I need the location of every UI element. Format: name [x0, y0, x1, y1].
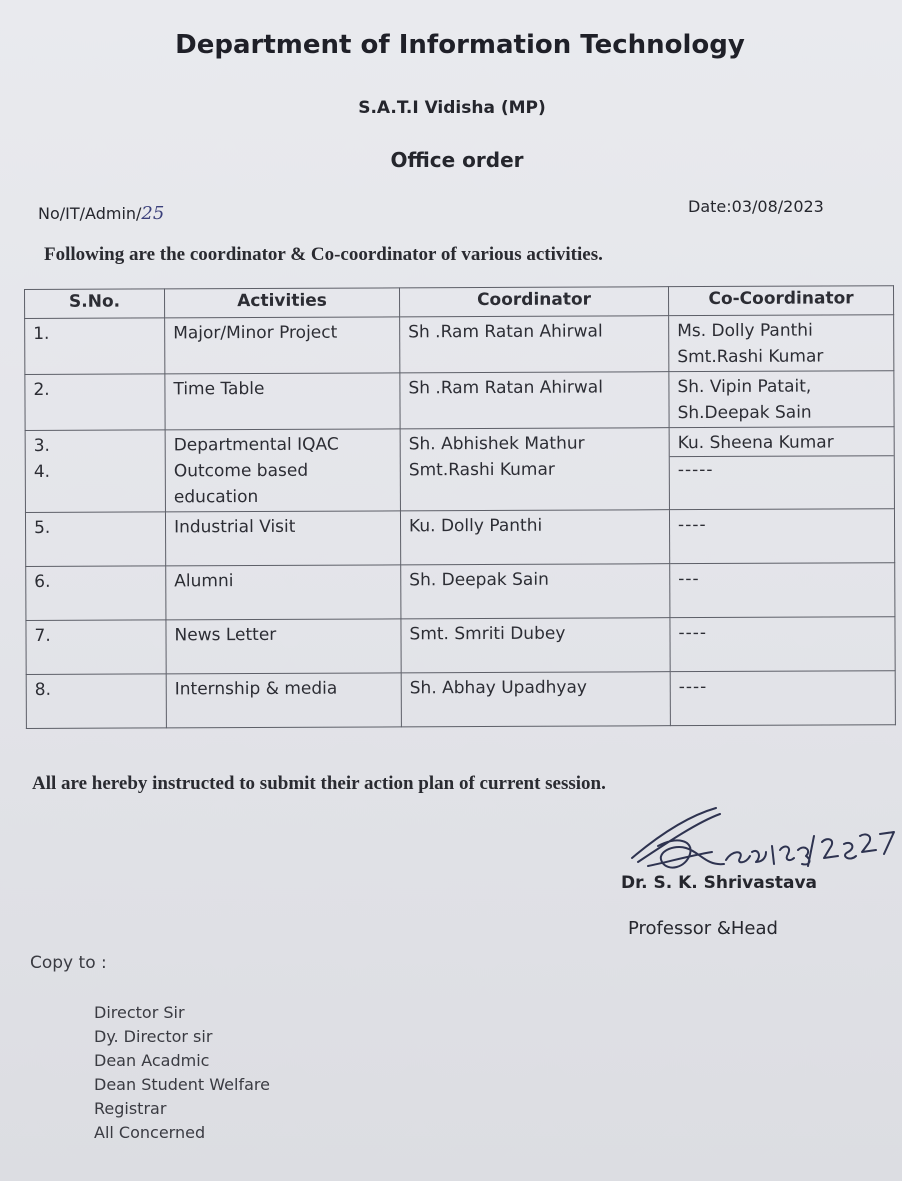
- co-coordinator-line: Sh. Vipin Patait,: [677, 376, 812, 398]
- copy-recipient: All Concerned: [94, 1123, 206, 1142]
- activity-line: Major/Minor Project: [173, 322, 338, 344]
- column-header-coordinator: Coordinator: [399, 287, 668, 317]
- activity-line: Time Table: [173, 378, 265, 400]
- copy-recipient: Dy. Director sir: [94, 1027, 213, 1046]
- sno-cell: 8.: [26, 674, 166, 729]
- copy-recipient: Director Sir: [94, 1003, 185, 1022]
- coordinator-line: Sh. Abhishek Mathur: [408, 433, 585, 455]
- department-title: Department of Information Technology: [175, 30, 745, 60]
- co-coordinator-cell: [669, 371, 894, 428]
- column-header-co-coordinator: Co-Coordinator: [668, 286, 893, 316]
- coordinator-cell: Ku. Dolly Panthi: [400, 510, 669, 565]
- closing-instruction: All are hereby instructed to submit their action plan of current session.: [32, 773, 606, 794]
- activity-line: Industrial Visit: [173, 516, 296, 538]
- table-row: [25, 315, 894, 375]
- copy-recipient: Dean Student Welfare: [94, 1075, 270, 1094]
- co-coordinator-line: Sh.Deepak Sain: [677, 402, 812, 424]
- column-header-sno: S.No.: [25, 289, 165, 319]
- activity-line: education: [173, 486, 259, 508]
- reference-number: [38, 203, 164, 224]
- co-coordinator-cell: ----: [670, 671, 895, 726]
- coordinator-cell: Sh. Abhay Upadhyay: [401, 672, 670, 727]
- table-header-row: [25, 286, 894, 319]
- coordinator-cell: Sh .Ram Ratan Ahirwal: [400, 316, 669, 373]
- activity-cell: [165, 511, 400, 566]
- activity-line: News Letter: [174, 624, 277, 646]
- sno-cell: 1.: [25, 318, 165, 375]
- activity-line: Outcome based: [173, 460, 309, 482]
- intro-text: Following are the coordinator & Co-coordinator of various activities.: [44, 244, 603, 265]
- column-header-activities: Activities: [165, 288, 400, 318]
- sno-cell: 5.: [25, 512, 165, 567]
- table-row: [25, 427, 894, 513]
- copy-to-list: [94, 1001, 270, 1145]
- sno-cell: [25, 430, 165, 513]
- copy-to-label: Copy to :: [30, 953, 107, 973]
- sno-line: 3.: [33, 435, 50, 456]
- coordinator-cell: [400, 428, 669, 511]
- coordinator-line: Smt.Rashi Kumar: [408, 459, 555, 481]
- copy-recipient: Registrar: [94, 1099, 167, 1118]
- co-coordinator-line: Ku. Sheena Kumar: [677, 432, 834, 454]
- co-coordinator-line: -----: [677, 459, 714, 481]
- table-row: [26, 563, 895, 621]
- table-row: [25, 371, 894, 431]
- order-heading: Office order: [390, 148, 524, 172]
- reference-prefix: No/IT/Admin/: [38, 204, 142, 223]
- signatory-designation: Professor &Head: [628, 918, 778, 939]
- co-coordinator-cell: [669, 427, 894, 510]
- co-coordinator-cell: ---: [670, 563, 895, 618]
- sno-cell: 6.: [26, 566, 166, 621]
- co-coordinator-line: Smt.Rashi Kumar: [677, 346, 824, 368]
- table-row: [26, 617, 895, 675]
- activity-cell: [166, 673, 401, 728]
- sno-line: 4.: [33, 461, 51, 482]
- activity-line: Alumni: [174, 571, 234, 592]
- co-coordinator-cell: ----: [670, 617, 895, 672]
- coordinator-cell: Sh .Ram Ratan Ahirwal: [400, 372, 669, 429]
- table-row: [26, 671, 895, 729]
- sno-cell: 2.: [25, 374, 165, 431]
- table-row: [25, 509, 894, 567]
- coordinator-cell: Smt. Smriti Dubey: [401, 618, 670, 673]
- signatory-name: Dr. S. K. Shrivastava: [621, 873, 817, 893]
- sno-cell: 7.: [26, 620, 166, 675]
- co-coordinator-line: Ms. Dolly Panthi: [677, 320, 813, 342]
- activity-cell: [165, 373, 400, 430]
- activity-line: Departmental IQAC: [173, 434, 339, 456]
- institute-name: S.A.T.I Vidisha (MP): [358, 98, 546, 118]
- activity-cell: [165, 317, 400, 374]
- order-date: Date:03/08/2023: [688, 197, 824, 216]
- co-coordinator-cell: [669, 315, 894, 372]
- co-coordinator-cell: ----: [669, 509, 894, 564]
- activity-line: Internship & media: [174, 678, 338, 700]
- copy-recipient: Dean Acadmic: [94, 1051, 210, 1070]
- coordinator-cell: Sh. Deepak Sain: [401, 564, 670, 619]
- coordinator-table: [24, 285, 896, 729]
- handwritten-reference-number: 25: [141, 203, 165, 224]
- activity-cell: [166, 619, 401, 674]
- activity-cell: [166, 565, 401, 620]
- activity-cell: [165, 429, 400, 512]
